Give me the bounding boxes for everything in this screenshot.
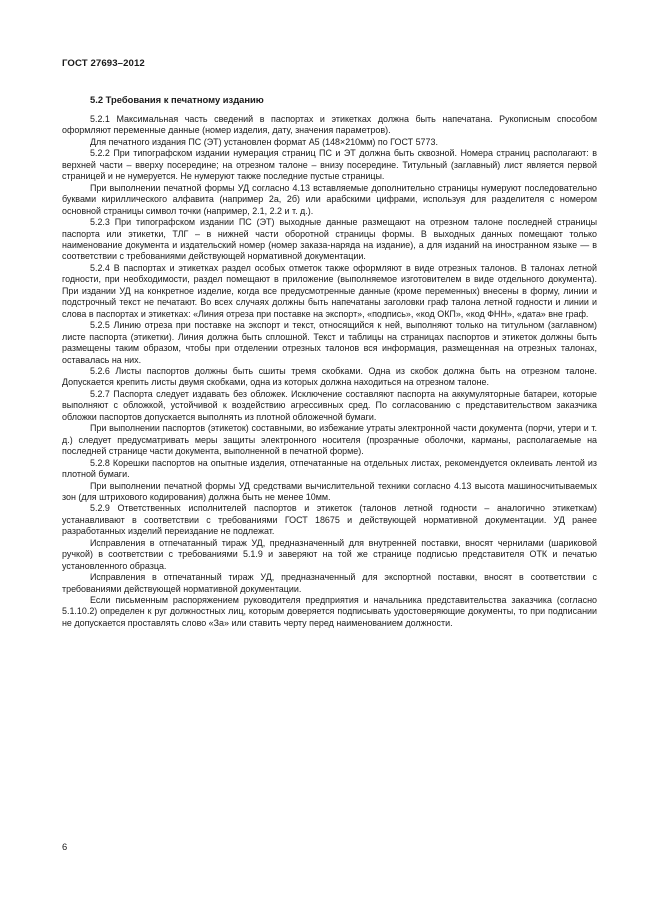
section-title: 5.2 Требования к печатному изданию — [90, 94, 264, 105]
paragraph: 5.2.9 Ответственных исполнителей паспортов и этикеток (талонов летной годности – аналогично этикеткам) устанавливают в соответствии с требованиями ГОСТ 18675 и действующей нормативной документации. УД ранее разработанных изделий переиздание не подлежат. — [62, 503, 597, 537]
paragraph: 5.2.5 Линию отреза при поставке на экспорт и текст, относящийся к ней, выполняют только на титульном (заглавном) листе паспорта (этикетки). Линия должна быть сплошной. Текст и таблицы на страницах паспортов и этикеток должны быть размещены таким образом, чтобы при отделении отрезных талонов вся информация, размещенная на отрезных талонах, оставалась на них. — [62, 320, 597, 365]
paragraph: Исправления в отпечатанный тираж УД, предназначенный для экспортной поставки, вносят в соответствии с требованиями действующей нормативной документации. — [62, 572, 597, 594]
paragraph: 5.2.8 Корешки паспортов на опытные изделия, отпечатанные на отдельных листах, рекомендуется оклеивать лентой из плотной бумаги. — [62, 457, 597, 480]
paragraph: Если письменным распоряжением руководителя предприятия и начальника представительства заказчика (согласно 5.1.10.2) определен к руг должностных лиц, которым доверяется подписывать удостоверяющие документы, то при подписании не допускается проставлять слово «За» или ставить черту перед наименованием должности. — [62, 595, 597, 628]
paragraph: 5.2.2 При типографском издании нумерация страниц ПС и ЭТ должна быть сквозной. Номера страниц располагают: в верхней части – вверху посередине; на отрезном талоне – внизу посередине. Титульный (заглавный) лист является первой страницей и не нумеруется. Не нумеруют также последние пустые страницы. — [62, 148, 597, 182]
paragraph: 5.2.6 Листы паспортов должны быть сшиты тремя скобками. Одна из скобок должна быть на отрезном талоне. Допускается крепить листы двумя скобками, одна из которых должна находиться на отрезном талоне. — [62, 365, 597, 388]
paragraph: 5.2.3 При типографском издании ПС (ЭТ) выходные данные размещают на отрезном талоне последней страницы паспорта или этикетки, ТЛГ – в нижней части оборотной страницы формы. В выходных данных помещают только наименование документа и издательский номер (номер заказа-наряда на издание), а для изданий на иностранном языке — в соответствии с требованиями действующей нормативной документации. — [62, 217, 597, 262]
document-body — [62, 114, 597, 629]
page-number: 6 — [62, 841, 68, 852]
standard-header: ГОСТ 27693–2012 — [62, 58, 145, 69]
paragraph: Исправления в отпечатанный тираж УД, предназначенный для внутренней поставки, вносят чернилами (шариковой ручкой) в соответствии с требованиями 5.1.9 и заверяют на той же странице подписью представителя ОТК и печатью установленного образца. — [62, 537, 597, 571]
paragraph: При выполнении печатной формы УД средствами вычислительной техники согласно 4.13 высота машиносчитываемых зон (для штрихового кодирования) должна быть не менее 10мм. — [62, 480, 597, 502]
paragraph: 5.2.4 В паспортах и этикетках раздел особых отметок также оформляют в виде отрезных талонов. В талонах летной годности, при необходимости, раздел помещают в приложение (выполняемое изготовителем в виде отдельного документа). При издании УД на конкретное изделие, когда все предусмотренные данные (кроме переменных) внесены в форму, линии и подстрочный текст не печатают. Во всех случаях должны быть напечатаны заголовки граф талона летной годности и линии и слова в паспортах и этикетках: «Линия отреза при поставке на экспорт», «подпись», «код ОКП», «код ФНН», «дата» вне граф. — [62, 262, 597, 319]
paragraph: При выполнении паспортов (этикеток) составными, во избежание утраты электронной части документа (порчи, утери и т. д.) следует предусматривать меры защиты электронного носителя (прозрачные оболочки, карманы, располагаемые на последней странице части документа, выполненной в печатной форме). — [62, 423, 597, 457]
paragraph: При выполнении печатной формы УД согласно 4.13 вставляемые дополнительно страницы нумеруют последовательно буквами кириллического алфавита (например 2а, 2б) или арабскими цифрами, используя для разделителя с номером основной страницы символ точки (например, 2.1, 2.2 и т. д.). — [62, 182, 597, 216]
paragraph: 5.2.1 Максимальная часть сведений в паспортах и этикетках должна быть напечатана. Рукописным способом оформляют переменные данные (номер изделия, дату, значения параметров). — [62, 114, 597, 136]
paragraph: Для печатного издания ПС (ЭТ) установлен формат А5 (148×210мм) по ГОСТ 5773. — [90, 136, 438, 147]
paragraph: 5.2.7 Паспорта следует издавать без обложек. Исключение составляют паспорта на аккумуляторные батареи, которые выполняют с обложкой, устойчивой к воздействию агрессивных сред. По согласованию с представительством заказчика обложки паспортов допускается выполнять из плотной обложечной бумаги. — [62, 388, 597, 422]
